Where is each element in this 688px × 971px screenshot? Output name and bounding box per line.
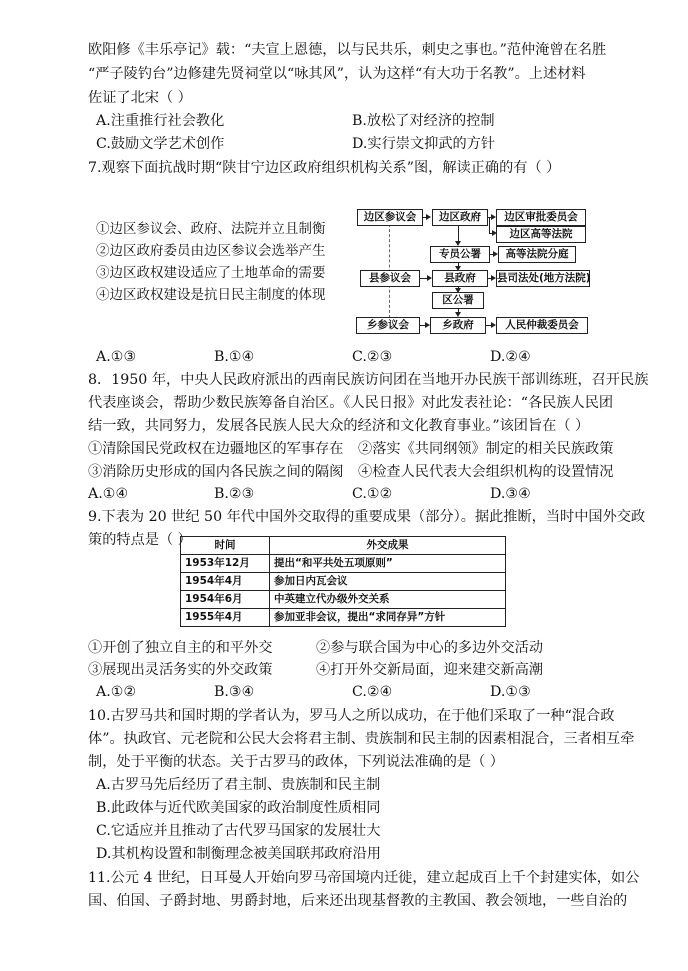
table-row — [181, 591, 506, 609]
intro-option-c: C.鼓励文学艺术创作 — [96, 136, 225, 152]
q8-item-1: ①清除国民党政权在边疆地区的军事存在 — [88, 441, 344, 457]
connector — [458, 226, 459, 242]
q7-item-1: ①边区参议会、政府、法院并立且制衡 — [96, 221, 326, 237]
q9-line-1: 9.下表为 20 世纪 50 年代中国外交取得的重要成果（部分）。据此推断，当时中国外交政 — [88, 509, 646, 525]
box-county-council: 县参议会 — [360, 270, 420, 287]
q8-option-b: B.②③ — [214, 486, 255, 502]
q8-item-2: ②落实《共同纲领》制定的相关民族政策 — [358, 441, 614, 457]
box-review-committee: 边区审批委员会 — [496, 209, 586, 226]
q7-option-c: C.②③ — [352, 349, 393, 365]
q10-option-a: A.古罗马先后经历了君主制、贵族制和民主制 — [96, 777, 381, 793]
connector — [489, 217, 490, 234]
q9-item-3: ③展现出灵活务实的外交政策 — [88, 662, 273, 678]
q9-option-d: D.①③ — [490, 684, 531, 700]
q7-stem: 7.观察下面抗战时期“陕甘宁边区政府组织机构关系”图，解读正确的有（ ） — [88, 160, 561, 176]
q8-line-2: 代表座谈会，帮助少数民族筹备自治区。《人民日报》对此发表社论：“各民族人民团 — [88, 395, 614, 411]
q11-line-2: 国、伯国、子爵封地、男爵封地，后来还出现基督教的主教国、教会领地，一些自治的 — [88, 893, 628, 909]
intro-option-a: A.注重推行社会教化 — [96, 113, 225, 129]
box-court-branch: 高等法院分庭 — [498, 246, 576, 263]
q10-line-2: 体”。执政官、元老院和公民大会将君主制、贵族制和民主制的因素相混合，三者相互牵 — [88, 731, 635, 747]
arrow-icon — [426, 214, 431, 220]
table-cell-result: 中英建立代办级外交关系 — [270, 591, 506, 609]
q10-line-1: 10.古罗马共和国时期的学者认为，罗马人之所以成功，在于他们采取了一种“混合政 — [88, 708, 615, 724]
table-cell-result: 参加亚非会议，提出“求同存异”方针 — [270, 609, 506, 627]
box-township-council: 乡参议会 — [356, 317, 420, 334]
q7-item-4: ④边区政权建设是抗日民主制度的体现 — [96, 287, 326, 303]
q9-option-b: B.③④ — [214, 684, 255, 700]
box-district-office: 区公署 — [432, 292, 484, 309]
q10-option-d: D.其机构设置和制衡理念被美国联邦政府沿用 — [96, 846, 381, 862]
q10-option-c: C.它适应并且推动了古代罗马国家的发展壮大 — [96, 823, 381, 839]
q9-line-2: 策的特点是（ ） — [88, 532, 192, 548]
table-cell-time: 1954年6月 — [181, 591, 270, 609]
intro-option-b: B.放松了对经济的控制 — [352, 113, 495, 129]
box-arbitration-committee: 人民仲裁委员会 — [496, 317, 588, 334]
q8-line-3: 结一致，共同努力，发展各民族人民大众的经济和文化教育事业。”该团旨在（ ） — [88, 418, 590, 434]
q9-option-a: A.①② — [96, 684, 137, 700]
q8-item-4: ④检查人民代表大会组织机构的设置情况 — [358, 464, 614, 480]
q8-line-1: 8．1950 年，中央人民政府派出的西南民族访问团在当地开办民族干部训练班，召开民族 — [88, 372, 649, 388]
box-commissioner-office: 专员公署 — [430, 246, 490, 263]
box-border-government: 边区政府 — [432, 209, 488, 226]
box-county-government: 县政府 — [432, 270, 488, 287]
q8-option-d: D.③④ — [490, 486, 531, 502]
q7-item-2: ②边区政府委员由边区参议会选举产生 — [96, 243, 326, 259]
q7-option-d: D.②④ — [490, 349, 531, 365]
table-row — [181, 555, 506, 573]
box-township-government: 乡政府 — [430, 317, 486, 334]
box-border-council: 边区参议会 — [357, 209, 423, 226]
q8-option-c: C.①② — [352, 486, 393, 502]
q9-item-1: ①开创了独立自主的和平外交 — [88, 640, 273, 656]
box-high-court: 边区高等法院 — [496, 226, 586, 243]
table-header-time: 时间 — [181, 537, 270, 555]
diplomacy-table — [180, 536, 506, 627]
table-row — [181, 609, 506, 627]
q7-option-a: A.①③ — [96, 349, 137, 365]
q8-item-3: ③消除历史形成的国内各民族之间的隔阂 — [88, 464, 344, 480]
table-cell-result: 提出“和平共处五项原则” — [270, 555, 506, 573]
intro-line-2: “严子陵钓台”边修建先贤祠堂以“咏其风”，认为这样“有大功于名教”。上述材料 — [88, 66, 586, 82]
table-row — [181, 573, 506, 591]
table-cell-time: 1954年4月 — [181, 573, 270, 591]
table-header-row — [181, 537, 506, 555]
intro-line-1: 欧阳修《丰乐亭记》载：“夫宣上恩德，以与民共乐，刺史之事也。”范仲淹曾在名胜 — [88, 42, 607, 58]
table-header-result: 外交成果 — [270, 537, 506, 555]
q8-option-a: A.①④ — [88, 486, 129, 502]
q7-option-b: B.①④ — [214, 349, 255, 365]
intro-option-d: D.实行崇文抑武的方针 — [352, 136, 496, 152]
q11-line-1: 11.公元 4 世纪，日耳曼人开始向罗马帝国境内迁徙，建立起成百上千个封建实体，如公 — [88, 870, 640, 886]
q9-option-c: C.②④ — [352, 684, 393, 700]
intro-line-3: 佐证了北宋（ ） — [88, 90, 192, 106]
table-cell-time: 1955年4月 — [181, 609, 270, 627]
q9-item-2: ②参与联合国为中心的多边外交活动 — [316, 640, 544, 656]
q10-line-3: 制，处于平衡的状态。关于古罗马的政体，下列说法准确的是（ ） — [88, 754, 504, 770]
table-cell-result: 参加日内瓦会议 — [270, 573, 506, 591]
box-county-judicial: 县司法处(地方法院) — [496, 270, 590, 287]
q7-item-3: ③边区政权建设适应了土地革命的需要 — [96, 265, 326, 281]
table-cell-time: 1953年12月 — [181, 555, 270, 573]
q10-option-b: B.此政体与近代欧美国家的政治制度性质相同 — [96, 800, 381, 816]
q9-item-4: ④打开外交新局面，迎来建交新高潮 — [316, 662, 544, 678]
